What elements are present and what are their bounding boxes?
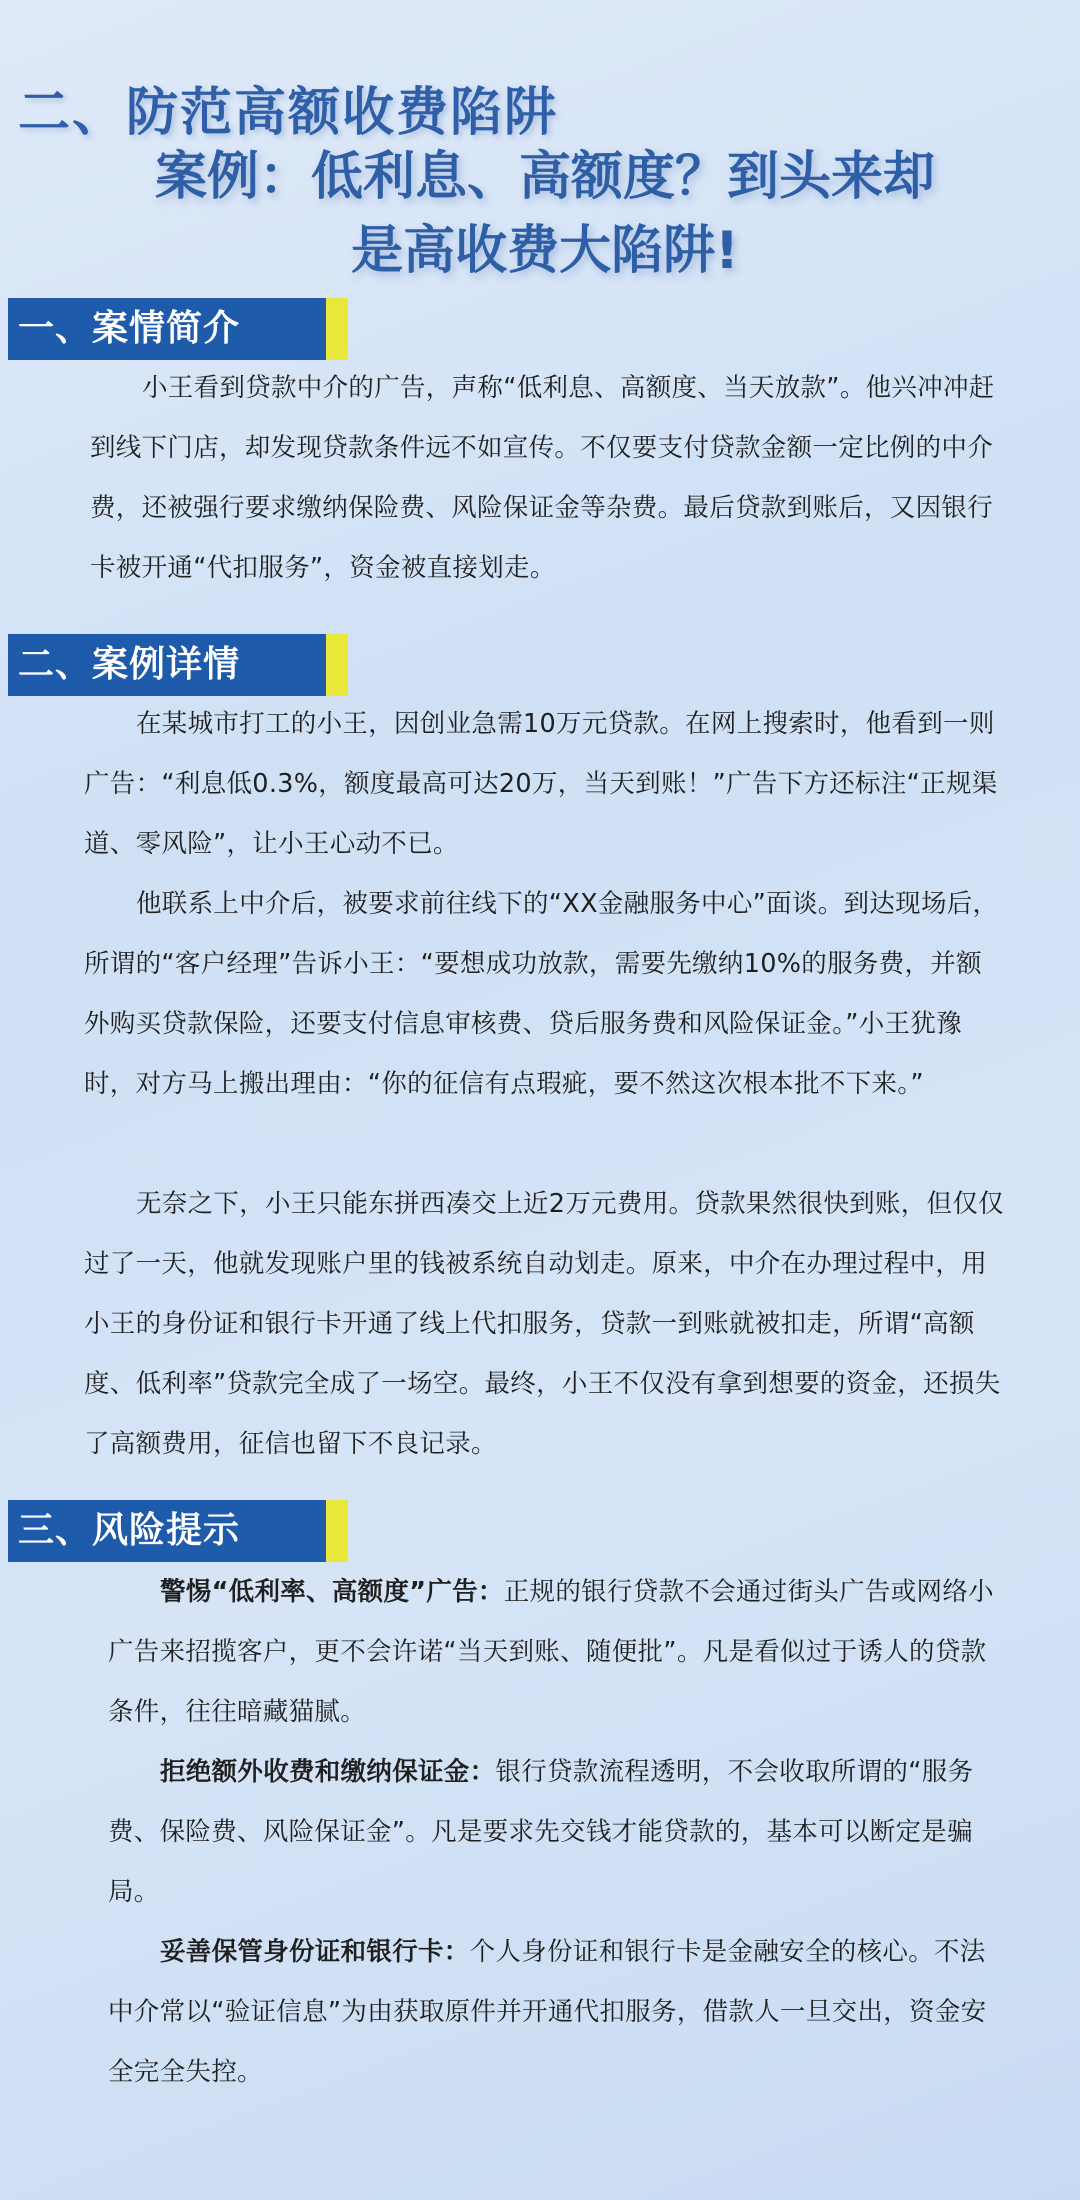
risk-tip-lead: 拒绝额外收费和缴纳保证金： [160, 1757, 496, 1787]
page-title: 二、防范高额收费陷阱 [18, 83, 559, 143]
case-details-paragraph-1: 在某城市打工的小王，因创业急需10万元贷款。在网上搜索时，他看到一则广告：“利息低0.3%，额度最高可达20万，当天到账！”广告下方还标注“正规渠道、零风险”，让小王心动不已。 [84, 709, 998, 859]
section-header-accent [326, 634, 348, 696]
case-details-paragraph-2: 他联系上中介后，被要求前往线下的“XX金融服务中心”面谈。到达现场后，所谓的“客户经理”告诉小王：“要想成功放款，需要先缴纳10%的服务费，并额外购买贷款保险，还要支付信息审核费、贷后服务费和风险保证金。”小王犹豫时，对方马上搬出理由：“你的征信有点瑕疵，要不然这次根本批不下来。” [84, 889, 999, 1099]
risk-tip-text: 个人身份证和银行卡是金融安全的核心。不法中介常以“验证信息”为由获取原件并开通代扣服务，借款人一旦交出，资金安全完全失控。 [108, 1937, 987, 2087]
section-header-case-details [8, 634, 348, 696]
risk-tip-text: 银行贷款流程透明，不会收取所谓的“服务费、保险费、风险保证金”。凡是要求先交钱才能贷款的，基本可以断定是骗局。 [108, 1757, 974, 1907]
case-details-paragraph-3: 无奈之下，小王只能东拼西凑交上近2万元费用。贷款果然很快到账，但仅仅过了一天，他就发现账户里的钱被系统自动划走。原来，中介在办理过程中，用小王的身份证和银行卡开通了线上代扣服务，贷款一到账就被扣走，所谓“高额度、低利率”贷款完全成了一场空。最终，小王不仅没有拿到想要的资金，还损失了高额费用，征信也留下不良记录。 [84, 1189, 1004, 1459]
section-title: 三、风险提示 [18, 1510, 241, 1551]
case-summary-paragraph: 小王看到贷款中介的广告，声称“低利息、高额度、当天放款”。他兴冲冲赶到线下门店，却发现贷款条件远不如宣传。不仅要支付贷款金额一定比例的中介费，还被强行要求缴纳保险费、风险保证金等杂费。最后贷款到账后，又因银行卡被开通“代扣服务”，资金被直接划走。 [90, 373, 995, 583]
risk-tip-lead: 妥善保管身份证和银行卡： [160, 1937, 470, 1967]
case-title: 案例：低利息、高额度？到头来却是高收费大陷阱! [154, 147, 935, 281]
section-header-risk-tips [8, 1500, 348, 1562]
section-title: 一、案情简介 [18, 308, 241, 349]
risk-tip-1 [108, 1562, 1003, 1742]
risk-tip-2 [108, 1742, 1003, 1922]
section-title: 二、案例详情 [18, 644, 241, 685]
section-header-accent [326, 1500, 348, 1562]
risk-tip-3 [108, 1922, 1003, 2102]
risk-tip-lead: 警惕“低利率、高额度”广告： [160, 1577, 504, 1607]
risk-tip-text: 正规的银行贷款不会通过街头广告或网络小广告来招揽客户，更不会许诺“当天到账、随便批”。凡是看似过于诱人的贷款条件，往往暗藏猫腻。 [108, 1577, 994, 1727]
section-header-case-summary [8, 298, 348, 360]
section-header-accent [326, 298, 348, 360]
